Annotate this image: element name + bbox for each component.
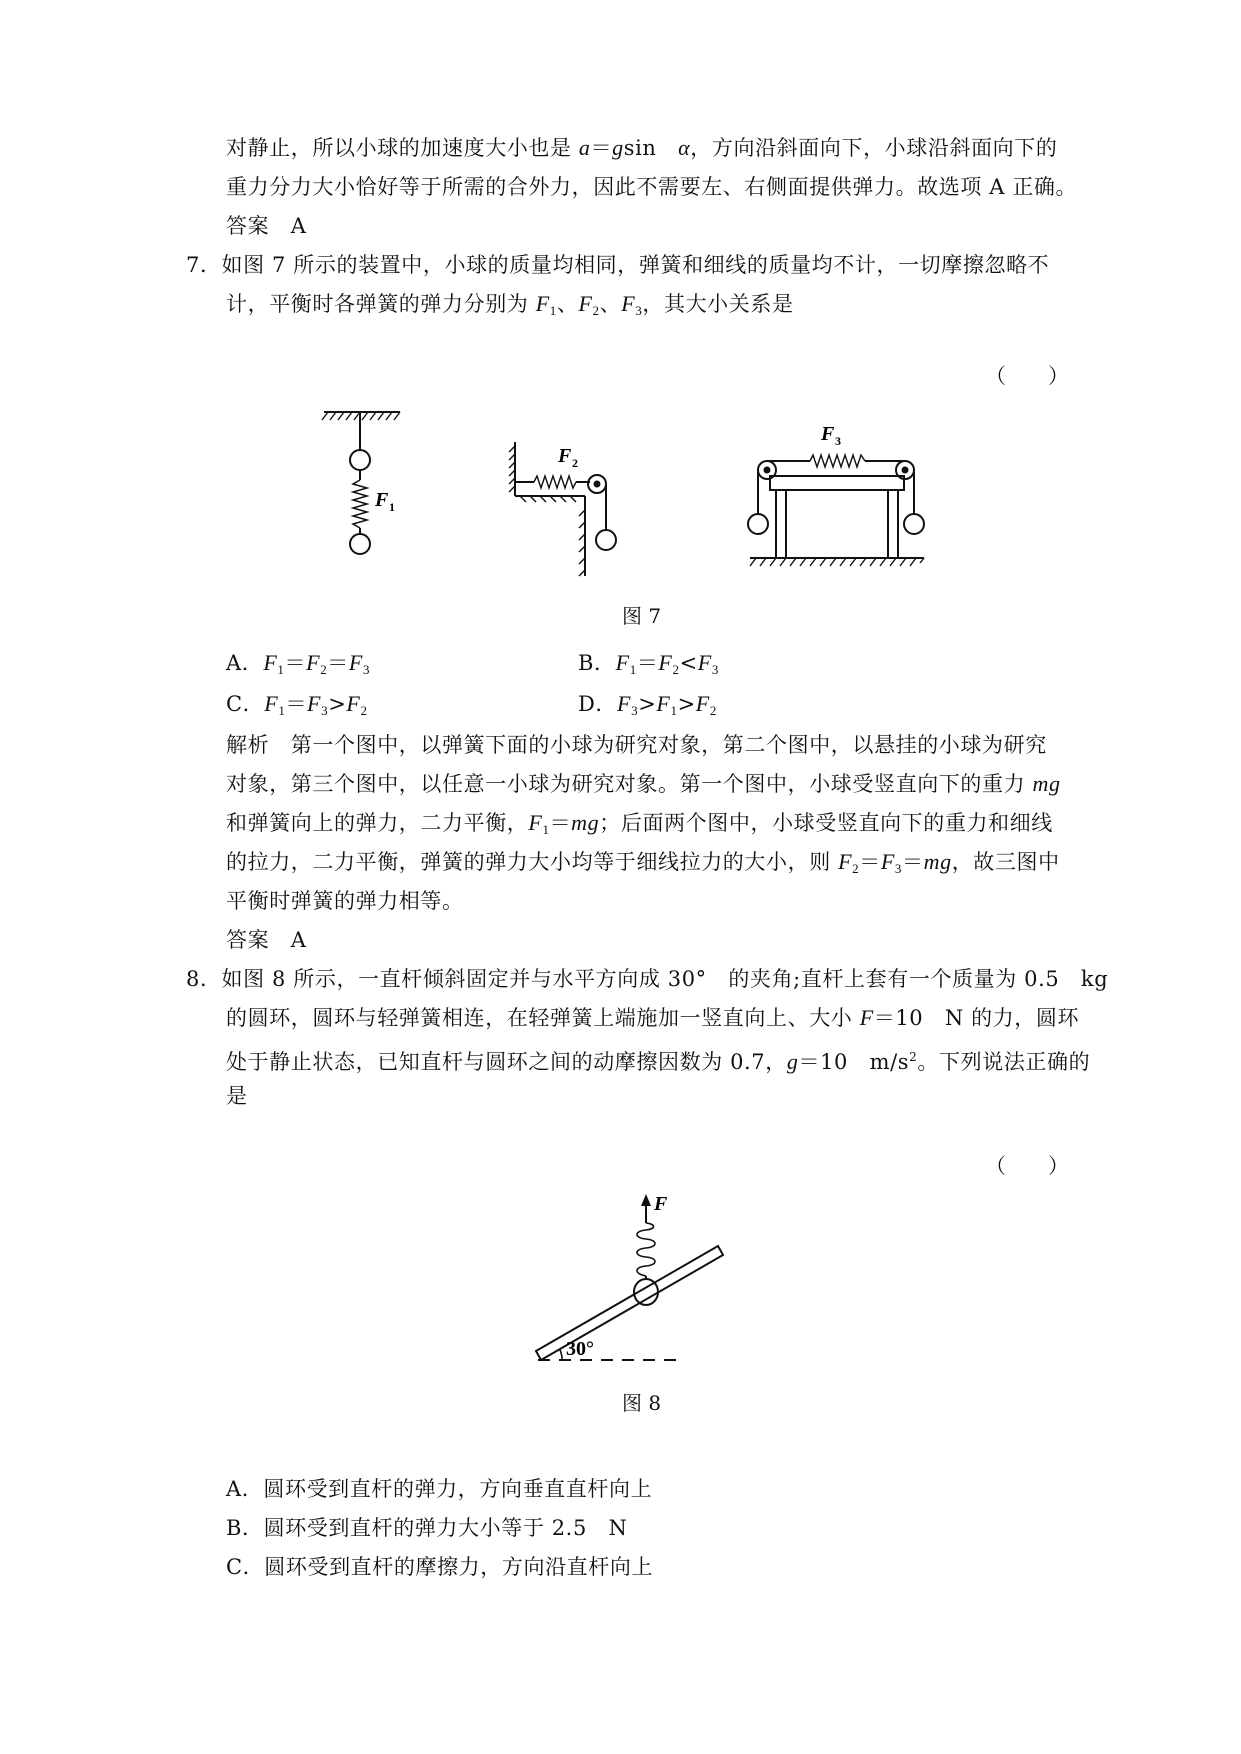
fig7-table-spring [748,455,924,566]
q8-line-1: 8．如图 8 所示，一直杆倾斜固定并与水平方向成 30° 的夹角;直杆上套有一个质量为 0.5 kg [186,967,1109,991]
fig7-label-f3-sub: 3 [835,434,841,448]
q7-option-c: C．$F_1=F_3>F_2$ [226,691,368,718]
fig7-label-f2: F [558,445,572,467]
q7-analysis-2: 对象，第三个图中，以任意一小球为研究对象。第一个图中，小球受竖直向下的重力 mg [226,771,1061,796]
fig8-rod [536,1246,723,1360]
q7-analysis-1: 解析 第一个图中，以弹簧下面的小球为研究对象，第二个图中，以悬挂的小球为研究 [226,733,1047,757]
q7-line-2: 计，平衡时各弹簧的弹力分别为 $F_1$、$F_2$、$F_3$，其大小关系是 [226,291,794,318]
q7-answer-blank: （ ） [985,364,1069,388]
q8-option-b: B．圆环受到直杆的弹力大小等于 2.5 N [226,1516,628,1540]
q8-line-3: 处于静止状态，已知直杆与圆环之间的动摩擦因数为 0.7，g＝10 $m/s^2$。下列说法正确的 [226,1049,1091,1074]
fig7-label-f3: F [821,423,835,445]
q8-answer-blank: （ ） [985,1154,1069,1178]
fig7-label-f2-sub: 2 [572,456,578,470]
q7-analysis-5: 平衡时弹簧的弹力相等。 [226,889,464,913]
fig7-label-f1-sub: 1 [389,500,395,514]
fig8-caption: 图 8 [622,1391,662,1415]
q8-line-4: 是 [226,1084,248,1108]
q7-option-b: B．$F_1=F_2<F_3$ [578,650,719,677]
q7-analysis-3: 和弹簧向上的弹力，二力平衡，$F_1=mg$；后面两个图中，小球受竖直向下的重力和细线 [226,810,1053,837]
fig7-hanging-spring [322,412,400,554]
fig8-label-f: F [654,1193,668,1215]
fig8-force-arrow [641,1194,651,1206]
figure-7 [300,400,980,580]
q8-option-c: C．圆环受到直杆的摩擦力，方向沿直杆向上 [226,1555,654,1579]
q7-line-1: 7．如图 7 所示的装置中，小球的质量均相同，弹簧和细线的质量均不计，一切摩擦忽略不 [186,253,1050,277]
q8-line-2: 的圆环，圆环与轻弹簧相连，在轻弹簧上端施加一竖直向上、大小 F＝10 N 的力，圆环 [226,1005,1080,1030]
q7-option-a: A．$F_1=F_2=F_3$ [226,650,371,677]
fig8-label-angle: 30° [566,1338,594,1360]
q7-option-d: D．$F_3>F_1>F_2$ [578,691,717,718]
q7-analysis-4: 的拉力，二力平衡，弹簧的弹力大小均等于细线拉力的大小，则 $F_2=F_3=mg$，故三图中 [226,849,1060,876]
prev-answer: 答案 A [226,214,307,238]
prev-line-1: 对静止，所以小球的加速度大小也是 a＝gsin α，方向沿斜面向下，小球沿斜面向下的 [226,135,1058,160]
q8-option-a: A．圆环受到直杆的弹力，方向垂直直杆向上 [226,1477,653,1501]
prev-line-2: 重力分力大小恰好等于所需的合外力，因此不需要左、右侧面提供弹力。故选项 A 正确。 [226,175,1078,199]
fig7-label-f1: F [375,489,389,511]
q7-answer: 答案 A [226,928,307,952]
figure-8 [530,1190,750,1370]
fig7-caption: 图 7 [622,604,662,628]
